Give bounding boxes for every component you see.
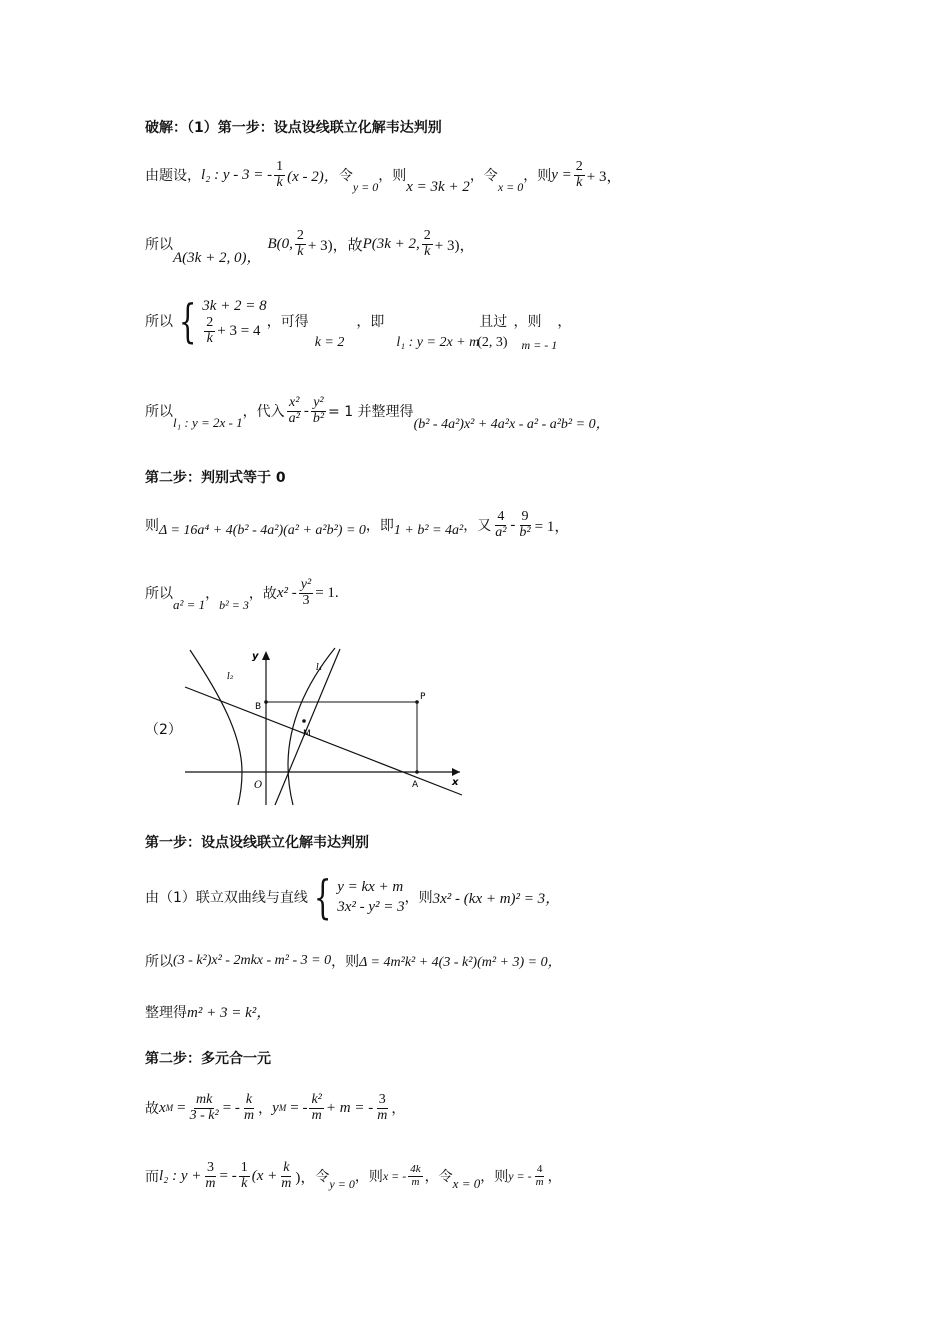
formula: l₂ : y + <box>159 1167 202 1184</box>
text: ，即 <box>356 314 385 331</box>
formula: y <box>272 1099 279 1116</box>
text: ，则 <box>354 1169 383 1186</box>
fraction-numerator: k² <box>311 1092 322 1107</box>
formula: + 3， <box>586 168 622 185</box>
formula: = 1， <box>534 518 570 535</box>
text: ，则 <box>378 168 407 185</box>
heading-part2-step2: 第二步：多元合一元 <box>145 1051 271 1067</box>
fraction-numerator: y² <box>313 395 324 410</box>
hyperbola-left-branch <box>190 650 242 805</box>
fraction <box>242 1093 256 1123</box>
formula: (x + <box>251 1167 278 1184</box>
fraction-denominator: k <box>297 243 304 259</box>
equation-system <box>173 296 267 347</box>
fraction <box>203 1161 217 1191</box>
formula: x = 0 <box>452 1176 481 1192</box>
text: 所以 <box>145 314 173 331</box>
label-p: P <box>420 692 426 702</box>
formula: (b² - 4a²)x² + 4a²x - a² - a²b² = 0， <box>413 417 610 433</box>
fraction-denominator: k <box>424 243 431 259</box>
fraction-numerator: x² <box>289 395 300 410</box>
formula: = - <box>222 1099 240 1116</box>
line-result <box>145 577 339 613</box>
fraction-denominator: m <box>535 1175 544 1188</box>
formula: = 1. <box>315 584 339 601</box>
fraction-denominator: k <box>241 1175 248 1191</box>
y-axis-arrow-icon <box>262 651 270 660</box>
fraction <box>534 1164 546 1188</box>
fraction-numerator: 9 <box>521 509 529 524</box>
subscript: M <box>165 1103 174 1114</box>
formula: y = 0 <box>329 1176 355 1191</box>
text: ，则 <box>404 890 433 906</box>
text: ，即 <box>365 518 394 535</box>
text: ， <box>557 314 572 331</box>
line-system-k <box>145 294 572 352</box>
formula: (3 - k²)x² - 2mkx - m² - 3 = 0 <box>173 953 332 968</box>
label-a: A <box>412 780 419 790</box>
formula: = - <box>290 1099 308 1116</box>
fraction-numerator: 4 <box>497 509 505 524</box>
text: ， <box>547 1169 562 1186</box>
fraction-numerator: 1 <box>276 159 284 174</box>
formula: - <box>303 402 309 419</box>
line-l1 <box>275 649 340 805</box>
text: ，又 <box>463 518 492 535</box>
point-m <box>302 719 306 723</box>
formula: (2, 3) <box>477 335 508 351</box>
text: 且过 <box>479 314 508 331</box>
fraction-denominator: a² <box>495 524 507 540</box>
fraction-denominator: m <box>411 1175 420 1188</box>
fraction <box>295 229 306 259</box>
line-simplify <box>145 1001 271 1022</box>
line-l2 <box>185 687 462 795</box>
fraction-denominator: b² <box>312 410 325 426</box>
brace-icon: { <box>313 870 332 924</box>
line-l2-intercepts <box>145 159 622 195</box>
x-axis-label: x <box>452 777 459 788</box>
text: 则 <box>145 518 159 535</box>
fraction <box>299 578 313 608</box>
system-row: y = kx + m <box>337 878 404 895</box>
formula: Δ = 16a⁴ + 4(b² - 4a²)(a² + a²b²) = 0 <box>159 523 366 539</box>
text: ， <box>391 1101 406 1118</box>
system-row: 3k + 2 = 8 <box>202 298 267 314</box>
text: ，代入 <box>242 404 285 421</box>
formula: + 3)， <box>434 237 475 254</box>
fraction-numerator: y² <box>300 577 312 592</box>
text: ，令 <box>469 168 498 185</box>
formula: 1 + b² = 4a² <box>393 523 464 539</box>
fraction-denominator: m <box>281 1175 292 1191</box>
fraction <box>279 1161 293 1191</box>
fraction <box>517 510 532 540</box>
text: ，则 <box>513 314 542 331</box>
part2-label: （2） <box>145 722 182 738</box>
fraction-numerator: 2 <box>206 315 214 331</box>
line-joint-system <box>145 870 561 924</box>
fraction-numerator: 2 <box>575 159 583 174</box>
formula: a² = 1 <box>173 597 206 613</box>
text: 所以 <box>145 586 173 603</box>
hyperbola-graph <box>180 645 470 810</box>
formula: b² = 3 <box>219 597 249 612</box>
fraction-numerator: k <box>283 1160 290 1175</box>
text: ，可得 <box>266 314 309 331</box>
line-substitute <box>145 395 610 433</box>
formula: x <box>159 1099 166 1116</box>
formula: B(0, <box>267 235 293 252</box>
formula: = <box>177 1099 186 1116</box>
fraction-denominator: 3 <box>302 592 310 608</box>
system-row: 3x² - y² = 3 <box>337 899 405 915</box>
text: 所以 <box>145 404 173 421</box>
text: 所以 <box>145 954 173 970</box>
formula: m = - 1 <box>521 337 558 352</box>
formula: x = 0 <box>497 179 524 194</box>
fraction-numerator: 4k <box>410 1163 421 1176</box>
label-l1: l₁ <box>316 663 323 673</box>
heading-part1: 破解：（1）第一步：设点设线联立化解韦达判别 <box>145 120 442 136</box>
brace-icon: { <box>178 294 197 349</box>
point-b <box>264 700 268 704</box>
formula: - <box>510 516 516 533</box>
fraction-denominator: m <box>377 1107 388 1123</box>
text: 由题设， <box>145 168 201 185</box>
point-p <box>415 700 419 704</box>
fraction-denominator: k <box>206 330 213 346</box>
fraction <box>375 1093 389 1123</box>
fraction <box>274 160 285 190</box>
formula: l₂ : y - 3 = - <box>201 166 273 183</box>
point-a <box>415 770 419 774</box>
formula: x = - <box>382 1168 407 1183</box>
fraction-numerator: k <box>245 1092 253 1107</box>
text: ， <box>258 1101 273 1118</box>
fraction-denominator: m <box>243 1107 255 1123</box>
fraction-denominator: k <box>276 174 283 190</box>
label-b: B <box>255 702 262 712</box>
formula: = - <box>219 1167 237 1184</box>
formula: y = - <box>508 1168 532 1183</box>
formula: (x - 2)， <box>287 168 339 185</box>
line-discriminant <box>145 510 569 540</box>
text: 而 <box>145 1169 159 1186</box>
fraction-denominator: m <box>311 1107 322 1123</box>
formula: l₁ : y = 2x + m <box>396 335 480 351</box>
fraction <box>287 396 302 426</box>
formula: A(3k + 2, 0)， <box>173 249 262 266</box>
formula: y = <box>551 166 572 183</box>
label-m: M <box>303 729 311 739</box>
line-points-abp <box>145 228 475 266</box>
fraction <box>239 1161 250 1191</box>
fraction-numerator: mk <box>196 1092 213 1107</box>
fraction-numerator: 1 <box>240 1160 248 1175</box>
fraction-numerator: 4 <box>536 1163 543 1176</box>
heading-part2-step1: 第一步：设点设线联立化解韦达判别 <box>145 835 369 851</box>
fraction-denominator: b² <box>519 524 531 540</box>
text: ，则 <box>331 954 360 970</box>
fraction-numerator: 3 <box>206 1160 214 1175</box>
y-axis-label: y <box>252 651 259 662</box>
text: ，令 <box>424 1169 453 1186</box>
fraction <box>574 160 585 190</box>
formula: + 3 = 4 <box>217 323 261 340</box>
line-point-m <box>145 1093 405 1123</box>
text: 故 <box>145 1101 159 1118</box>
text: = 1 并整理得 <box>328 404 414 421</box>
text: 由（1）联立双曲线与直线 <box>145 890 308 906</box>
subscript: M <box>278 1103 287 1114</box>
text: ， <box>205 586 220 603</box>
fraction-denominator: m <box>205 1175 216 1191</box>
fraction-numerator: 2 <box>423 228 431 243</box>
fraction <box>311 396 326 426</box>
fraction <box>422 229 433 259</box>
formula: m² + 3 = k²， <box>187 1005 272 1021</box>
formula: Δ = 4m²k² + 4(3 - k²)(m² + 3) = 0， <box>359 955 562 970</box>
line-l2-second <box>145 1161 562 1191</box>
fraction-denominator: 3 - k² <box>189 1107 219 1123</box>
formula: + 3)，故 <box>307 237 363 254</box>
formula: l₁ : y = 2x - 1 <box>173 415 243 431</box>
fraction <box>408 1164 422 1188</box>
system-row <box>202 316 266 346</box>
fraction-numerator: 2 <box>296 228 304 243</box>
text: 令 <box>315 1169 330 1186</box>
equation-system <box>308 870 405 924</box>
heading-step2: 第二步：判别式等于 0 <box>145 470 286 486</box>
text: 所以 <box>145 237 173 254</box>
formula: x = 3k + 2 <box>406 178 470 195</box>
formula: y = 0 <box>352 179 379 194</box>
text: 令 <box>338 168 353 185</box>
fraction <box>204 316 215 346</box>
fraction <box>309 1093 323 1123</box>
text: ，则 <box>523 168 552 185</box>
x-axis-arrow-icon <box>452 768 460 776</box>
line-quadratic <box>145 951 562 971</box>
label-l2: l₂ <box>227 672 234 682</box>
fraction-denominator: k <box>576 174 583 190</box>
formula: + m = - <box>325 1099 374 1116</box>
fraction-denominator: a² <box>288 410 300 426</box>
fraction <box>188 1093 221 1123</box>
hyperbola-right-branch <box>288 648 335 805</box>
text: 整理得 <box>145 1004 187 1021</box>
text: ，则 <box>480 1169 509 1186</box>
fraction <box>493 510 508 540</box>
formula: x² - <box>276 584 297 601</box>
formula: 3x² - (kx + m)² = 3， <box>432 890 561 907</box>
fraction-numerator: 3 <box>378 1092 386 1107</box>
formula: P(3k + 2, <box>362 235 420 252</box>
text: ，故 <box>248 586 277 603</box>
formula: )， <box>295 1169 316 1186</box>
origin-label: O <box>254 780 263 791</box>
formula: k = 2 <box>314 335 345 351</box>
